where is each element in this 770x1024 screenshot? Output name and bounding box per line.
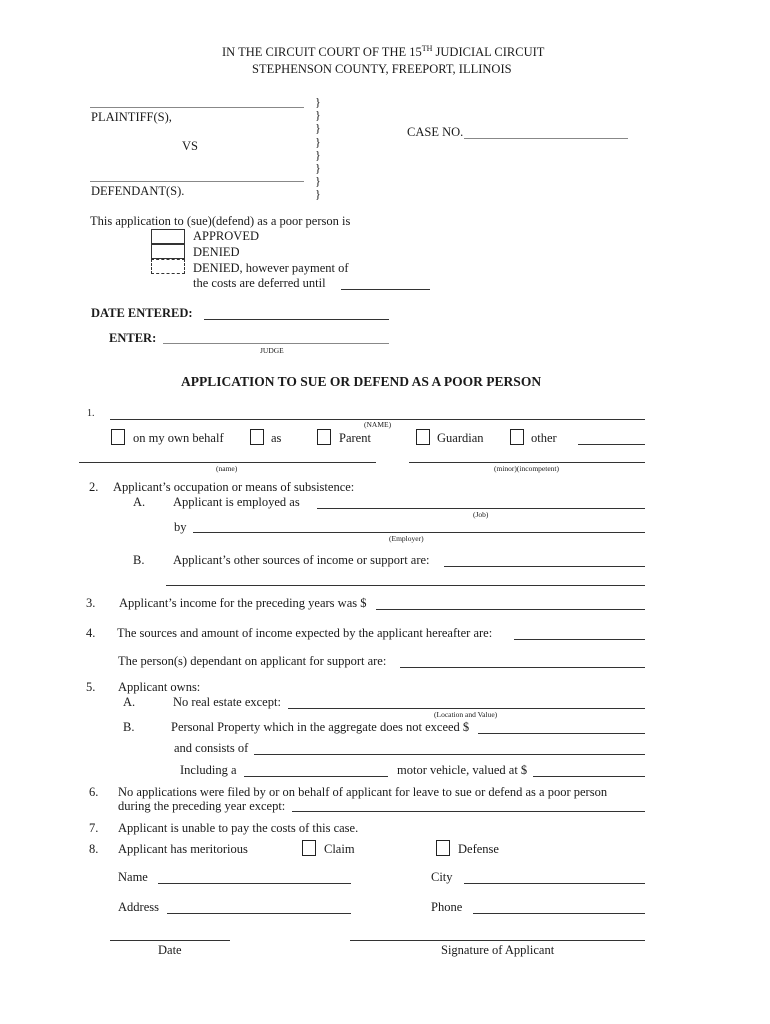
case-no-line[interactable]	[464, 138, 628, 139]
item3-text: Applicant’s income for the preceding years was $	[119, 596, 367, 610]
item7-text: Applicant is unable to pay the costs of this case.	[118, 821, 359, 835]
court-heading	[222, 45, 544, 59]
by-label: by	[174, 520, 187, 534]
item5a-letter: A.	[123, 695, 136, 709]
claim-label: Claim	[324, 842, 355, 856]
other-checkbox[interactable]	[510, 429, 524, 445]
defendant-line[interactable]	[90, 181, 304, 182]
brace-char: }	[315, 187, 321, 202]
ward-name-line[interactable]	[79, 462, 376, 463]
item4-text: The sources and amount of income expected by the applicant hereafter are:	[117, 626, 493, 640]
own-behalf-checkbox[interactable]	[111, 429, 125, 445]
county-heading: STEPHENSON COUNTY, FREEPORT, ILLINOIS	[252, 62, 512, 76]
date-caption: Date	[158, 943, 182, 957]
item8-number: 8.	[89, 842, 99, 856]
other-line[interactable]	[578, 444, 645, 445]
including-line[interactable]	[244, 776, 388, 777]
phone-label: Phone	[431, 900, 463, 914]
city-line[interactable]	[464, 883, 645, 884]
date-entered-label: DATE ENTERED:	[91, 306, 193, 320]
date-signature-line[interactable]	[110, 940, 230, 941]
case-no-label: CASE NO.	[407, 125, 464, 139]
item4-number: 4.	[86, 626, 96, 640]
item3-number: 3.	[86, 596, 96, 610]
order-intro: This application to (sue)(defend) as a poor person is	[90, 214, 351, 228]
item2a-letter: A.	[133, 495, 146, 509]
deferred-until-line[interactable]	[341, 289, 430, 290]
court-heading-sup: TH	[421, 44, 433, 53]
phone-line[interactable]	[473, 913, 645, 914]
item2b-text: Applicant’s other sources of income or support are:	[173, 553, 430, 567]
dependants-text: The person(s) dependant on applicant for support are:	[118, 654, 387, 668]
claim-checkbox[interactable]	[302, 840, 316, 856]
item6-number: 6.	[89, 785, 99, 799]
defense-label: Defense	[458, 842, 499, 856]
item2b-letter: B.	[133, 553, 145, 567]
city-label: City	[431, 870, 453, 884]
including-label: Including a	[180, 763, 237, 777]
brace-char: }	[315, 134, 321, 149]
name-label: Name	[118, 870, 148, 884]
as-label: as	[271, 431, 282, 445]
applicant-signature-line[interactable]	[350, 940, 645, 941]
item8-text: Applicant has meritorious	[118, 842, 248, 856]
item7-number: 7.	[89, 821, 99, 835]
plaintiff-line[interactable]	[90, 107, 304, 108]
item5a-text: No real estate except:	[173, 695, 281, 709]
brace-char: }	[315, 147, 321, 162]
parent-checkbox[interactable]	[317, 429, 331, 445]
item5-label: Applicant owns:	[118, 680, 201, 694]
item5b-text: Personal Property which in the aggregate does not exceed $	[171, 720, 470, 734]
income-expected-line[interactable]	[514, 639, 645, 640]
guardian-checkbox[interactable]	[416, 429, 430, 445]
vs-label: VS	[182, 139, 198, 153]
brace-char: }	[315, 95, 321, 109]
own-behalf-label: on my own behalf	[133, 431, 224, 445]
plaintiff-label: PLAINTIFF(S),	[91, 110, 172, 124]
motor-vehicle-value-line[interactable]	[533, 776, 645, 777]
court-heading-pre: IN THE CIRCUIT COURT OF THE 15	[222, 45, 422, 60]
brace-char: }	[315, 174, 321, 189]
address-line[interactable]	[167, 913, 351, 914]
real-estate-line[interactable]	[288, 708, 645, 709]
denied-deferred-label-2: the costs are deferred until	[193, 276, 326, 290]
judge-caption: JUDGE	[260, 346, 284, 355]
item6-text-1: No applications were filed by or on behalf of applicant for leave to sue or defend as a poor person	[118, 785, 608, 799]
address-label: Address	[118, 900, 159, 914]
item6-text-2: during the preceding year except:	[118, 799, 286, 813]
item2-label: Applicant’s occupation or means of subsistence:	[113, 480, 355, 494]
item5-number: 5.	[86, 680, 96, 694]
name-line[interactable]	[158, 883, 351, 884]
income-preceding-line[interactable]	[376, 609, 645, 610]
approved-box[interactable]	[151, 229, 185, 244]
minor-caption: (minor)(incompetent)	[494, 464, 559, 473]
consists-of-line[interactable]	[254, 754, 645, 755]
job-caption: (Job)	[473, 510, 489, 519]
court-heading-post: JUDICIAL CIRCUIT	[432, 45, 545, 60]
motor-vehicle-label: motor vehicle, valued at $	[397, 763, 528, 777]
item1-number: 1.	[87, 408, 95, 419]
dependants-line[interactable]	[400, 667, 645, 668]
brace-char: }	[315, 108, 321, 123]
denied-box[interactable]	[151, 244, 185, 259]
employer-line[interactable]	[193, 532, 645, 533]
enter-label: ENTER:	[109, 331, 157, 345]
item2-number: 2.	[89, 480, 99, 494]
caption-brace	[315, 96, 329, 202]
parent-label: Parent	[339, 431, 371, 445]
other-income-line-1[interactable]	[444, 566, 645, 567]
guardian-label: Guardian	[437, 431, 484, 445]
consists-of-label: and consists of	[174, 741, 249, 755]
brace-char: }	[315, 121, 321, 136]
defense-checkbox[interactable]	[436, 840, 450, 856]
denied-deferred-label-1: DENIED, however payment of	[193, 261, 349, 275]
other-label: other	[531, 431, 557, 445]
ward-name-caption: (name)	[216, 464, 238, 473]
prior-applications-line[interactable]	[292, 811, 645, 812]
job-line[interactable]	[317, 508, 645, 509]
date-entered-line[interactable]	[204, 319, 389, 320]
location-value-caption: (Location and Value)	[434, 710, 498, 719]
name-caption: (NAME)	[364, 420, 392, 429]
as-checkbox[interactable]	[250, 429, 264, 445]
personal-property-line[interactable]	[478, 733, 645, 734]
denied-deferred-box[interactable]	[151, 259, 185, 274]
employer-caption: (Employer)	[389, 534, 424, 543]
form-title: APPLICATION TO SUE OR DEFEND AS A POOR PERSON	[181, 374, 542, 389]
other-income-line-2[interactable]	[166, 585, 645, 586]
item5b-letter: B.	[123, 720, 135, 734]
defendant-label: DEFENDANT(S).	[91, 184, 185, 198]
brace-char: }	[315, 161, 321, 176]
denied-label: DENIED	[193, 245, 240, 259]
judge-line[interactable]	[163, 343, 389, 344]
signature-caption: Signature of Applicant	[441, 943, 555, 957]
minor-line[interactable]	[409, 462, 645, 463]
item2a-text: Applicant is employed as	[173, 495, 300, 509]
approved-label: APPROVED	[193, 229, 259, 243]
